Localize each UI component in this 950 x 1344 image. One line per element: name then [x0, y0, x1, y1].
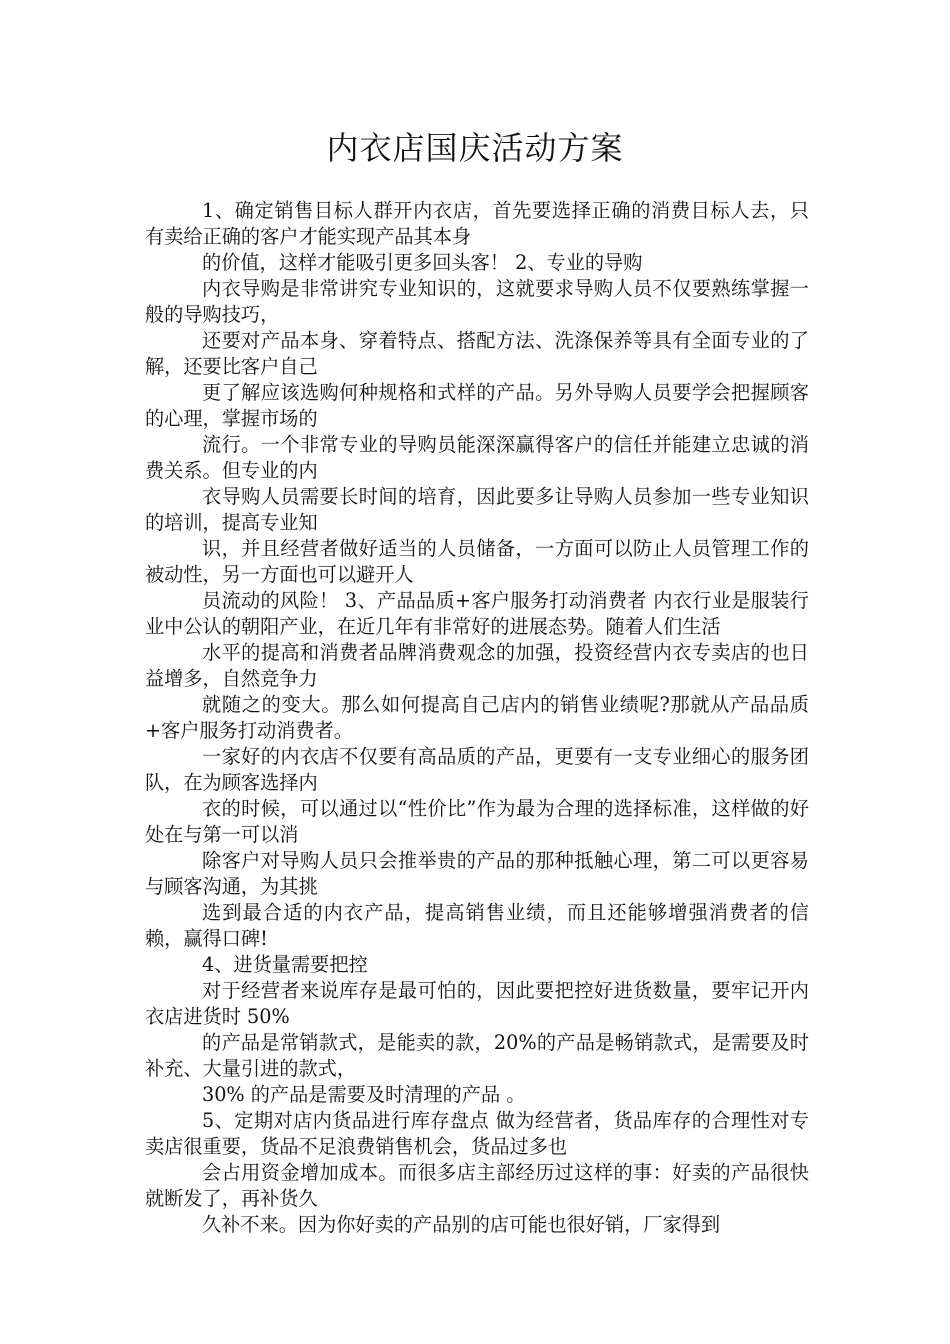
paragraph: 衣导购人员需要长时间的培育，因此要多让导购人员参加一些专业知识的培训，提高专业知 — [145, 485, 809, 534]
paragraph: 对于经营者来说库存是最可怕的，因此要把控好进货数量，要牢记开内衣店进货时 50% — [145, 979, 809, 1028]
paragraph: 员流动的风险！ 3、产品品质+客户服务打动消费者 内衣行业是服装行业中公认的朝阳产业，在近几年有非常好的进展态势。随着人们生活 — [145, 589, 809, 638]
paragraph: 衣的时候，可以通过以“性价比”作为最为合理的选择标准，这样做的好处在与第一可以消 — [145, 797, 809, 846]
paragraph: 的价值，这样才能吸引更多回头客！ 2、专业的导购 — [202, 251, 643, 274]
paragraph: 水平的提高和消费者品牌消费观念的加强，投资经营内衣专卖店的也日益增多，自然竞争力 — [145, 641, 809, 690]
paragraph: 1、确定销售目标人群开内衣店，首先要选择正确的消费目标人去，只有卖给正确的客户才能实现产品其本身 — [145, 199, 809, 248]
paragraph: 还要对产品本身、穿着特点、搭配方法、洗涤保养等具有全面专业的了解，还要比客户自己 — [145, 329, 809, 378]
paragraph: 久补不来。因为你好卖的产品别的店可能也很好销，厂家得到 — [202, 1213, 721, 1236]
paragraph: 一家好的内衣店不仅要有高品质的产品，更要有一支专业细心的服务团队，在为顾客选择内 — [145, 745, 809, 794]
paragraph: 选到最合适的内衣产品，提高销售业绩，而且还能够增强消费者的信赖，赢得口碑! — [145, 901, 809, 950]
paragraph: 内衣导购是非常讲究专业知识的，这就要求导购人员不仅要熟练掌握一般的导购技巧， — [145, 277, 809, 326]
paragraph: 5、定期对店内货品进行库存盘点 做为经营者，货品库存的合理性对专卖店很重要，货品不足浪费销售机会，货品过多也 — [145, 1109, 809, 1158]
paragraph: 更了解应该选购何种规格和式样的产品。另外导购人员要学会把握顾客的心理，掌握市场的 — [145, 381, 809, 430]
paragraph: 会占用资金增加成本。而很多店主部经历过这样的事：好卖的产品很快就断发了，再补货久 — [145, 1161, 809, 1210]
paragraph: 就随之的变大。那么如何提高自己店内的销售业绩呢?那就从产品品质+客户服务打动消费者。 — [145, 693, 809, 742]
document-title: 内衣店国庆活动方案 — [326, 129, 624, 167]
document-body — [145, 198, 809, 1238]
paragraph: 除客户对导购人员只会推举贵的产品的那种抵触心理，第二可以更容易与顾客沟通，为其挑 — [145, 849, 809, 898]
paragraph: 的产品是常销款式，是能卖的款，20%的产品是畅销款式，是需要及时补充、大量引进的款式， — [145, 1031, 809, 1080]
paragraph: 4、进货量需要把控 — [202, 953, 368, 976]
paragraph: 流行。一个非常专业的导购员能深深赢得客户的信任并能建立忠诚的消费关系。但专业的内 — [145, 433, 809, 482]
paragraph: 识，并且经营者做好适当的人员储备，一方面可以防止人员管理工作的被动性，另一方面也可以避开人 — [145, 537, 809, 586]
paragraph: 30% 的产品是需要及时清理的产品 。 — [202, 1083, 526, 1106]
